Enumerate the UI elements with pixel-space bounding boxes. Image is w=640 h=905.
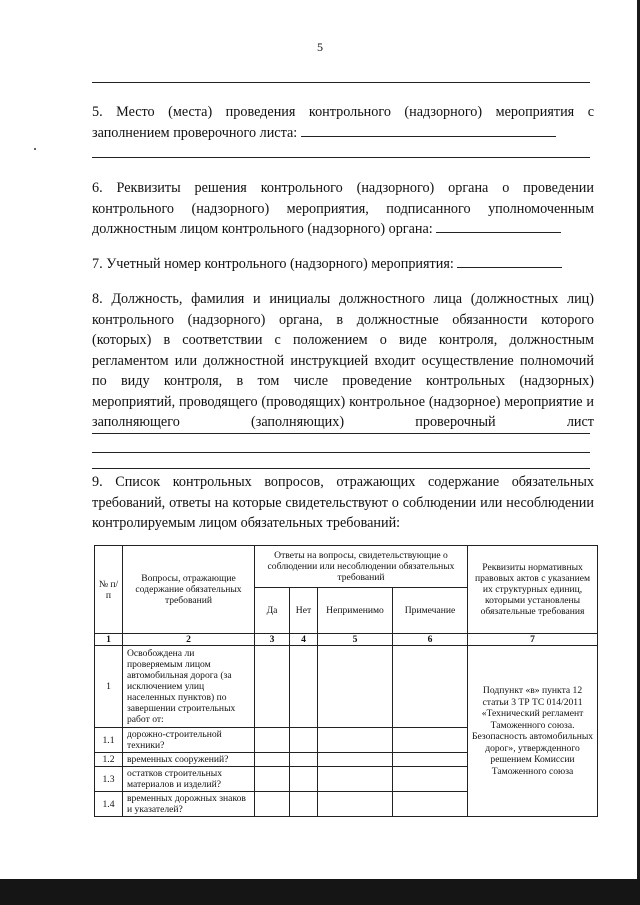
section-5 <box>92 102 594 143</box>
section-6 <box>92 178 594 240</box>
column-number: 7 <box>468 634 598 646</box>
header-requisites: Реквизиты нормативных правовых актов с указанием их структурных единиц, которыми установлены обязательные требования <box>468 546 598 634</box>
scan-border-bottom <box>0 879 640 905</box>
row-question: дорожно-строительной техники? <box>123 728 255 753</box>
section-8 <box>92 289 594 433</box>
column-number: 6 <box>393 634 468 646</box>
answer-na-cell[interactable] <box>318 753 393 767</box>
row-num: 1.2 <box>95 753 123 767</box>
checklist-table <box>94 545 598 817</box>
row-num: 1 <box>95 646 123 728</box>
scan-speck <box>34 148 36 150</box>
answer-na-cell[interactable] <box>318 646 393 728</box>
column-number: 5 <box>318 634 393 646</box>
answer-yes-cell[interactable] <box>255 767 290 792</box>
answer-note-cell[interactable] <box>393 767 468 792</box>
answer-no-cell[interactable] <box>290 767 318 792</box>
answer-na-cell[interactable] <box>318 728 393 753</box>
section-7 <box>92 254 594 275</box>
section-5-text: 5. Место (места) проведения контрольного (надзорного) мероприятия с заполнением проверочного листа: <box>92 104 594 141</box>
fill-line <box>92 468 590 469</box>
section-7-text: 7. Учетный номер контрольного (надзорного) мероприятия: <box>92 256 454 272</box>
header-no: Нет <box>290 588 318 634</box>
answer-note-cell[interactable] <box>393 753 468 767</box>
row-question: временных сооружений? <box>123 753 255 767</box>
answer-na-cell[interactable] <box>318 792 393 817</box>
header-answers: Ответы на вопросы, свидетельствующие о соблюдении или несоблюдении обязательных требований <box>255 546 468 588</box>
row-question: Освобождена ли проверяемым лицом автомобильная дорога (за исключением улиц населенных пунктов) по завершении строительных работ от: <box>123 646 255 728</box>
answer-yes-cell[interactable] <box>255 753 290 767</box>
column-number: 2 <box>123 634 255 646</box>
column-number: 4 <box>290 634 318 646</box>
fill-line <box>436 219 561 233</box>
row-num: 1.1 <box>95 728 123 753</box>
fill-line <box>301 123 556 137</box>
answer-no-cell[interactable] <box>290 792 318 817</box>
row-question: остатков строительных материалов и изделий? <box>123 767 255 792</box>
header-yes: Да <box>255 588 290 634</box>
table-row <box>95 646 598 728</box>
answer-no-cell[interactable] <box>290 753 318 767</box>
answer-no-cell[interactable] <box>290 728 318 753</box>
section-9-text: 9. Список контрольных вопросов, отражающих содержание обязательных требований, ответы на которые свидетельствуют о соблюдении или несоблюдении контролируемым лицом обязательных требований: <box>92 474 594 531</box>
answer-yes-cell[interactable] <box>255 792 290 817</box>
row-num: 1.4 <box>95 792 123 817</box>
header-na: Неприменимо <box>318 588 393 634</box>
fill-line <box>92 82 590 83</box>
section-6-text: 6. Реквизиты решения контрольного (надзорного) органа о проведении контрольного (надзорного) мероприятия, подписанного уполномоченным должностным лицом контрольного (надзорного) органа: <box>92 180 594 237</box>
answer-na-cell[interactable] <box>318 767 393 792</box>
answer-note-cell[interactable] <box>393 646 468 728</box>
answer-yes-cell[interactable] <box>255 646 290 728</box>
page-number: 5 <box>317 40 323 54</box>
answer-note-cell[interactable] <box>393 728 468 753</box>
column-number: 3 <box>255 634 290 646</box>
fill-line <box>92 157 590 158</box>
column-number: 1 <box>95 634 123 646</box>
requisites-cell: Подпункт «в» пункта 12 статьи 3 ТР ТС 014/2011 «Технический регламент Таможенного союза. Безопасность автомобильных дорог», утвержденного решением Комиссии Таможенного союза <box>468 646 598 817</box>
answer-no-cell[interactable] <box>290 646 318 728</box>
section-8-text: 8. Должность, фамилия и инициалы должностного лица (должностных лиц) контрольного (надзорного) органа, в должностные обязанности которого (которых) в соответствии с положением о виде контроля, должностным регламентом или должностной инструкцией входит осуществление полномочий по виду контроля, в том числе проведение контрольных (надзорных) мероприятий, проводящего (проводящих) контрольное (надзорное) мероприятие и заполняющего (заполняющих) проверочный лист <box>92 291 594 430</box>
answer-note-cell[interactable] <box>393 792 468 817</box>
row-question: временных дорожных знаков и указателей? <box>123 792 255 817</box>
fill-line <box>92 452 590 453</box>
fill-line <box>457 254 562 268</box>
header-num: № п/п <box>95 546 123 634</box>
fill-line <box>92 433 590 434</box>
row-num: 1.3 <box>95 767 123 792</box>
answer-yes-cell[interactable] <box>255 728 290 753</box>
header-note: Примечание <box>393 588 468 634</box>
header-question: Вопросы, отражающие содержание обязательных требований <box>123 546 255 634</box>
section-9 <box>92 472 594 534</box>
